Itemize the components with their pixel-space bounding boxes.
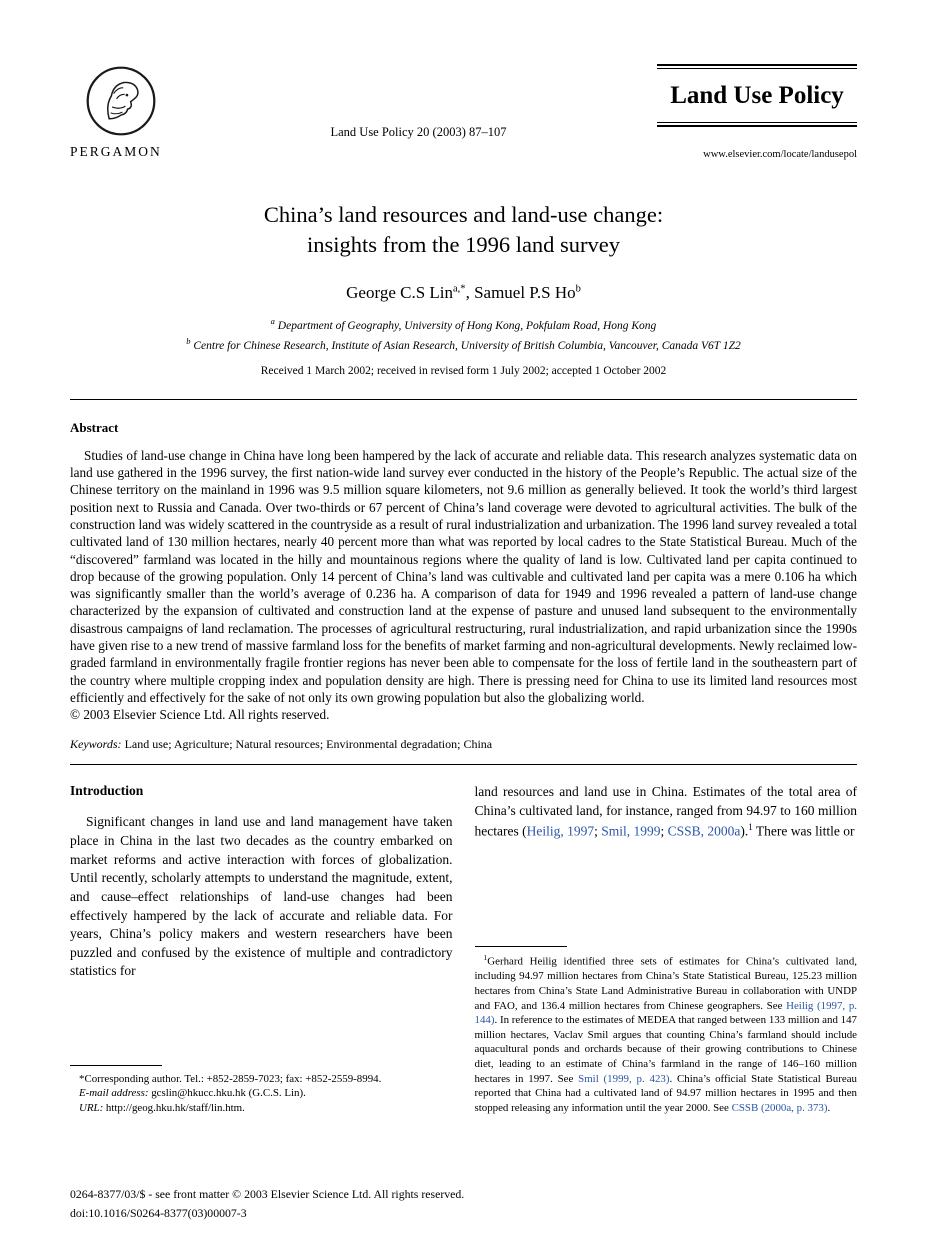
- keywords-text: Land use; Agriculture; Natural resources; Environmental degradation; China: [121, 737, 493, 752]
- url-line: [70, 1101, 453, 1116]
- footnote-marker: *: [79, 1072, 85, 1085]
- affiliation-line: [70, 315, 857, 335]
- citation-link[interactable]: CSSB, 2000a: [667, 823, 741, 839]
- footer-issn-line: 0264-8377/03/$ - see front matter © 2003 Elsevier Science Ltd. All rights reserved.: [70, 1187, 465, 1202]
- footnote-marker: 1: [483, 953, 488, 963]
- author-name: Samuel P.S Ho: [474, 282, 576, 302]
- keywords-line: [70, 737, 857, 752]
- intro-heading: Introduction: [70, 783, 144, 799]
- citation-link[interactable]: CSSB (2000a, p. 373): [731, 1101, 828, 1114]
- author-name: George C.S Lin: [346, 282, 454, 302]
- keywords-bottom-rule: [70, 764, 857, 765]
- abstract-heading: Abstract: [70, 419, 119, 435]
- footnote-ref[interactable]: 1: [748, 821, 753, 832]
- url-label: URL:: [79, 1101, 104, 1114]
- intro-paragraph: Significant changes in land use and land management have taken place in China in the last two decades as the country embarked on market reforms and active interaction with forces of globalization. Until recently, scholarly attempts to understand the magnitude, extent, and cause–effect relationships of land-use changes had been effectively hampered by the lack of accurate and reliable data. For years, China’s policy makers and western researchers have been puzzled and confused by the existence of multiple and contradictory statistics for: [70, 814, 453, 979]
- abstract-top-rule: [70, 399, 857, 400]
- journal-rule-bottom-thin: [657, 122, 857, 123]
- journal-title: Land Use Policy: [670, 82, 844, 109]
- left-column: [70, 783, 453, 1115]
- author-superscript: a,*: [453, 283, 466, 295]
- pergamon-logo-icon: [84, 64, 240, 138]
- journal-citation: Land Use Policy 20 (2003) 87–107: [330, 125, 507, 139]
- affiliation-superscript: b: [186, 335, 191, 346]
- journal-url-link[interactable]: www.elsevier.com/locate/landusepol: [703, 149, 857, 160]
- affiliations: [70, 315, 857, 355]
- affiliation-line: [70, 335, 857, 355]
- right-column: [475, 783, 858, 1115]
- footnote-separator: [475, 946, 567, 947]
- journal-rule-top-thick: [657, 64, 857, 66]
- abstract-copyright: © 2003 Elsevier Science Ltd. All rights reserved.: [70, 707, 330, 723]
- affiliation-text: Centre for Chinese Research, Institute of Asian Research, University of British Columbia, Vancouver, Canada V6T 1Z2: [190, 339, 741, 352]
- journal-rule-bottom-thick: [657, 125, 857, 127]
- page-title: [70, 200, 857, 261]
- author-separator: ,: [465, 282, 475, 302]
- title-line-2: insights from the 1996 land survey: [306, 232, 621, 258]
- body-columns: [70, 783, 857, 1115]
- email-line: [70, 1086, 453, 1101]
- keywords-label: Keywords:: [70, 737, 122, 752]
- abstract-text: Studies of land-use change in China have long been hampered by the lack of accurate and reliable data. This research analyzes systematic data on land use gathered in the 1996 survey, the first nation-wide land survey ever conducted in the history of the People’s Republic. The actual size of the Chinese territory on the mainland in 1996 was 9.5 million square kilometers, not 9.6 million as generally believed. It took the world’s third largest position next to Russia and Canada. Over two-thirds or 67 percent of China’s land coverage were devoted to agricultural activities. The bulk of the construction land was widely scattered in the countryside as a result of rural industrialization and urbanization. The 1996 land survey revealed a total cultivated land of 130 million hectares, nearly 40 percent more than what was reported by local cadres to the State Statistical Bureau. Much of the “discovered” farmland was located in the hilly and mountainous regions where the quality of land is low. Cultivated land per capita continued to drop because of the growing population. Only 14 percent of China’s land was cultivable and cultivated land per capita was a mere 0.106 ha which was significantly smaller than the world’s average of 0.236 ha. A comparison of data for 1949 and 1996 revealed a pattern of land-use change characterized by the expansion of cultivated and construction land at the expense of pasture and unused land subsequent to the environmentally disastrous campaigns of land reclamation. The processes of agricultural restructuring, rural industrialization, and rapid urbanization since the 1990s have given rise to a new trend of massive farmland loss for the benefits of market farming and non-agricultural developments. Newly reclaimed low-graded farmland in environmentally fragile frontier regions has never been able to compensate for the loss of fertile land in the southeastern part of the country where multiple cropping index and population density are high. There is pressing need for China to use its limited land resources most efficiently and effectively for the sake of not only its own growing population but also the globalizing world.: [70, 447, 857, 705]
- footnote-separator: [70, 1065, 162, 1066]
- authors-line: [70, 283, 857, 303]
- author-superscript: b: [575, 283, 581, 295]
- author-url-link[interactable]: http://geog.hku.hk/staff/lin.htm.: [103, 1101, 245, 1114]
- footnote-1: [475, 946, 858, 1115]
- citation-link[interactable]: Smil (1999, p. 423): [578, 1072, 670, 1085]
- citation-link[interactable]: Smil, 1999: [601, 823, 661, 839]
- email-address-link[interactable]: gcslin@hkucc.hku.hk (G.C.S. Lin).: [148, 1087, 306, 1100]
- affiliation-superscript: a: [270, 315, 275, 326]
- citation-link[interactable]: Heilig (1997, p. 144): [474, 999, 857, 1027]
- corresponding-footnote-text: *Corresponding author. Tel.: +852-2859-7023; fax: +852-2559-8994.: [79, 1072, 382, 1085]
- affiliation-text: Department of Geography, University of Hong Kong, Pokfulam Road, Hong Kong: [274, 319, 657, 332]
- title-line-1: China’s land resources and land-use change:: [263, 202, 664, 227]
- received-line: Received 1 March 2002; received in revised form 1 July 2002; accepted 1 October 2002: [260, 364, 667, 377]
- footer: [70, 1185, 464, 1222]
- footer-doi-line: doi:10.1016/S0264-8377(03)00007-3: [70, 1205, 247, 1220]
- footnote-1-text: $^1$Gerhard Heilig identified three sets of estimates for China’s cultivated land, including 94.97 million hectares from China’s State Statistical Bureau, 125.23 million hectares from China’s State Land Administrative Bureau in collaboration with UNDP and FAO, and 136.4 million hectares from Chinese geographers. See Heilig (1997, p. 144). In reference to the estimates of MEDEA that ranged between 133 million and 147 million hectares, Vaclav Smil argues that counting China’s farmland should include aquacultural ponds and orchards because of their growing contributions to Chinese diet, leading to an estimate of China’s farmland in the range of 146–160 million hectares in 1997. See Smil (1999, p. 423). China’s official State Statistical Bureau reported that China had a cultivated land of 94.97 million hectares in 1995 and then stopped releasing any information until the year 2000. See CSSB (2000a, p. 373).: [474, 953, 857, 1114]
- corresponding-author-footnote: [70, 1065, 453, 1116]
- header: [70, 64, 857, 160]
- body-paragraph-right: land resources and land use in China. Estimates of the total area of China’s cultivated land, for instance, ranged from 94.97 to 160 million hectares (Heilig, 1997; Smil, 1999; CSSB, 2000a).$^1$ There was little or: [474, 784, 857, 839]
- publisher-name: PERGAMON: [70, 144, 162, 159]
- email-label: E-mail address:: [79, 1087, 149, 1100]
- journal-title-block: [657, 64, 857, 160]
- citation-link[interactable]: Heilig, 1997: [526, 823, 595, 839]
- publisher-block: [70, 64, 240, 160]
